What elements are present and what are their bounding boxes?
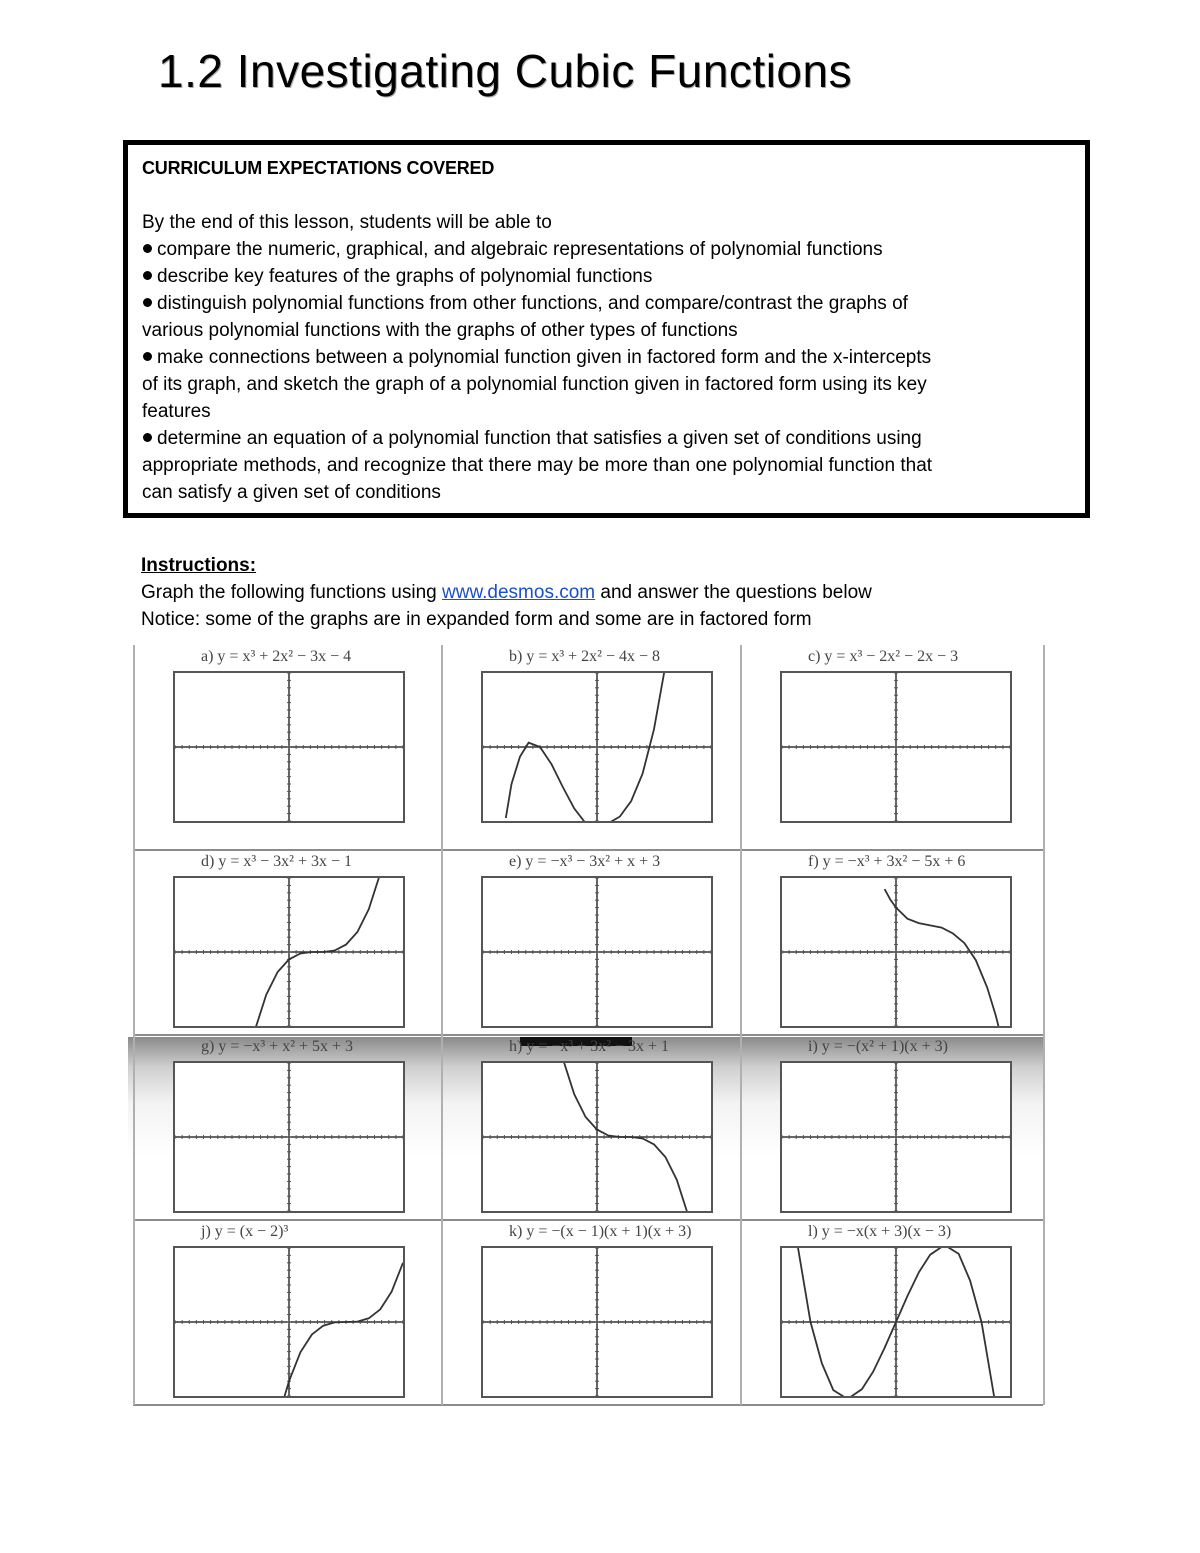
expectation-text: appropriate methods, and recognize that there may be more than one polynomial function that xyxy=(142,455,933,476)
expectation-text: of its graph, and sketch the graph of a polynomial function given in factored form using its key xyxy=(142,374,927,395)
function-label: a) y = x³ + 2x² − 3x − 4 xyxy=(201,648,352,665)
graph-screen xyxy=(173,876,405,1028)
instructions-heading: Instructions: xyxy=(141,555,257,576)
graph-screen xyxy=(481,876,713,1028)
curriculum-expectations-box xyxy=(123,140,1090,518)
expectation-line xyxy=(142,398,1085,425)
function-label: e) y = −x³ − 3x² + x + 3 xyxy=(509,853,661,870)
function-label: b) y = x³ + 2x² − 4x − 8 xyxy=(509,648,661,665)
grid-divider-vertical xyxy=(1043,645,1045,1405)
instructions-section xyxy=(141,552,872,633)
graph-screen xyxy=(173,671,405,823)
expectation-text: compare the numeric, graphical, and algebraic representations of polynomial functions xyxy=(157,239,883,260)
function-label: f) y = −x³ + 3x² − 5x + 6 xyxy=(808,853,966,870)
expectation-text: distinguish polynomial functions from other functions, and compare/contrast the graphs of xyxy=(157,293,908,314)
grid-divider-horizontal xyxy=(133,1034,1043,1036)
instructions-line-2: Notice: some of the graphs are in expanded form and some are in factored form xyxy=(141,609,812,630)
bullet-dot-icon xyxy=(143,244,152,253)
graph-screen xyxy=(481,671,713,823)
instructions-line-1 xyxy=(141,579,872,606)
expectation-line xyxy=(142,236,1085,263)
expectation-line xyxy=(142,290,1085,317)
page-title: 1.2 Investigating Cubic Functions xyxy=(158,45,853,97)
function-label: c) y = x³ − 2x² − 2x − 3 xyxy=(808,648,959,665)
graph-screen xyxy=(173,1246,405,1398)
function-label: h) y = −x³ + 3x² − 3x + 1 xyxy=(509,1038,670,1055)
expectation-line xyxy=(142,371,1085,398)
function-label: i) y = −(x² + 1)(x + 3) xyxy=(808,1038,948,1055)
expectation-line xyxy=(142,263,1085,290)
bullet-dot-icon xyxy=(143,433,152,442)
function-label: d) y = x³ − 3x² + 3x − 1 xyxy=(201,853,353,870)
function-label: g) y = −x³ + x² + 5x + 3 xyxy=(201,1038,354,1055)
grid-divider-horizontal xyxy=(133,1219,1043,1221)
grid-divider-vertical xyxy=(441,645,443,1405)
expectation-text: features xyxy=(142,401,211,422)
bullet-dot-icon xyxy=(143,352,152,361)
grid-divider-vertical xyxy=(740,645,742,1405)
expectation-text: various polynomial functions with the graphs of other types of functions xyxy=(142,320,738,341)
graph-screen xyxy=(481,1061,713,1213)
expectations-heading: CURRICULUM EXPECTATIONS COVERED xyxy=(142,158,495,178)
expectation-text: make connections between a polynomial function given in factored form and the x-intercepts xyxy=(157,347,932,368)
function-label: k) y = −(x − 1)(x + 1)(x + 3) xyxy=(509,1223,692,1240)
bullet-dot-icon xyxy=(143,298,152,307)
graph-screen xyxy=(173,1061,405,1213)
grid-divider-vertical xyxy=(133,645,135,1405)
expectation-text: can satisfy a given set of conditions xyxy=(142,482,441,503)
expectation-line xyxy=(142,317,1085,344)
graph-screen xyxy=(780,1061,1012,1213)
graph-screen xyxy=(780,1246,1012,1398)
function-label: l) y = −x(x + 3)(x − 3) xyxy=(808,1223,952,1240)
expectation-line xyxy=(142,425,1085,452)
expectation-line xyxy=(142,452,1085,479)
expectation-line xyxy=(142,344,1085,371)
grid-divider-horizontal xyxy=(133,1404,1043,1406)
bullet-dot-icon xyxy=(143,271,152,280)
expectation-line xyxy=(142,479,1085,506)
grid-divider-horizontal xyxy=(133,849,1043,851)
instructions-text-before-link: Graph the following functions using xyxy=(141,582,443,603)
instructions-text-after-link: and answer the questions below xyxy=(595,582,872,603)
function-label: j) y = (x − 2)³ xyxy=(201,1223,289,1240)
graph-screen xyxy=(780,671,1012,823)
expectations-list xyxy=(142,236,1085,506)
desmos-link[interactable]: www.desmos.com xyxy=(442,582,596,603)
expectation-text: determine an equation of a polynomial function that satisfies a given set of conditions using xyxy=(157,428,922,449)
expectation-text: describe key features of the graphs of polynomial functions xyxy=(157,266,653,287)
graph-screen xyxy=(481,1246,713,1398)
expectations-intro: By the end of this lesson, students will be able to xyxy=(142,212,552,233)
graph-screen xyxy=(780,876,1012,1028)
